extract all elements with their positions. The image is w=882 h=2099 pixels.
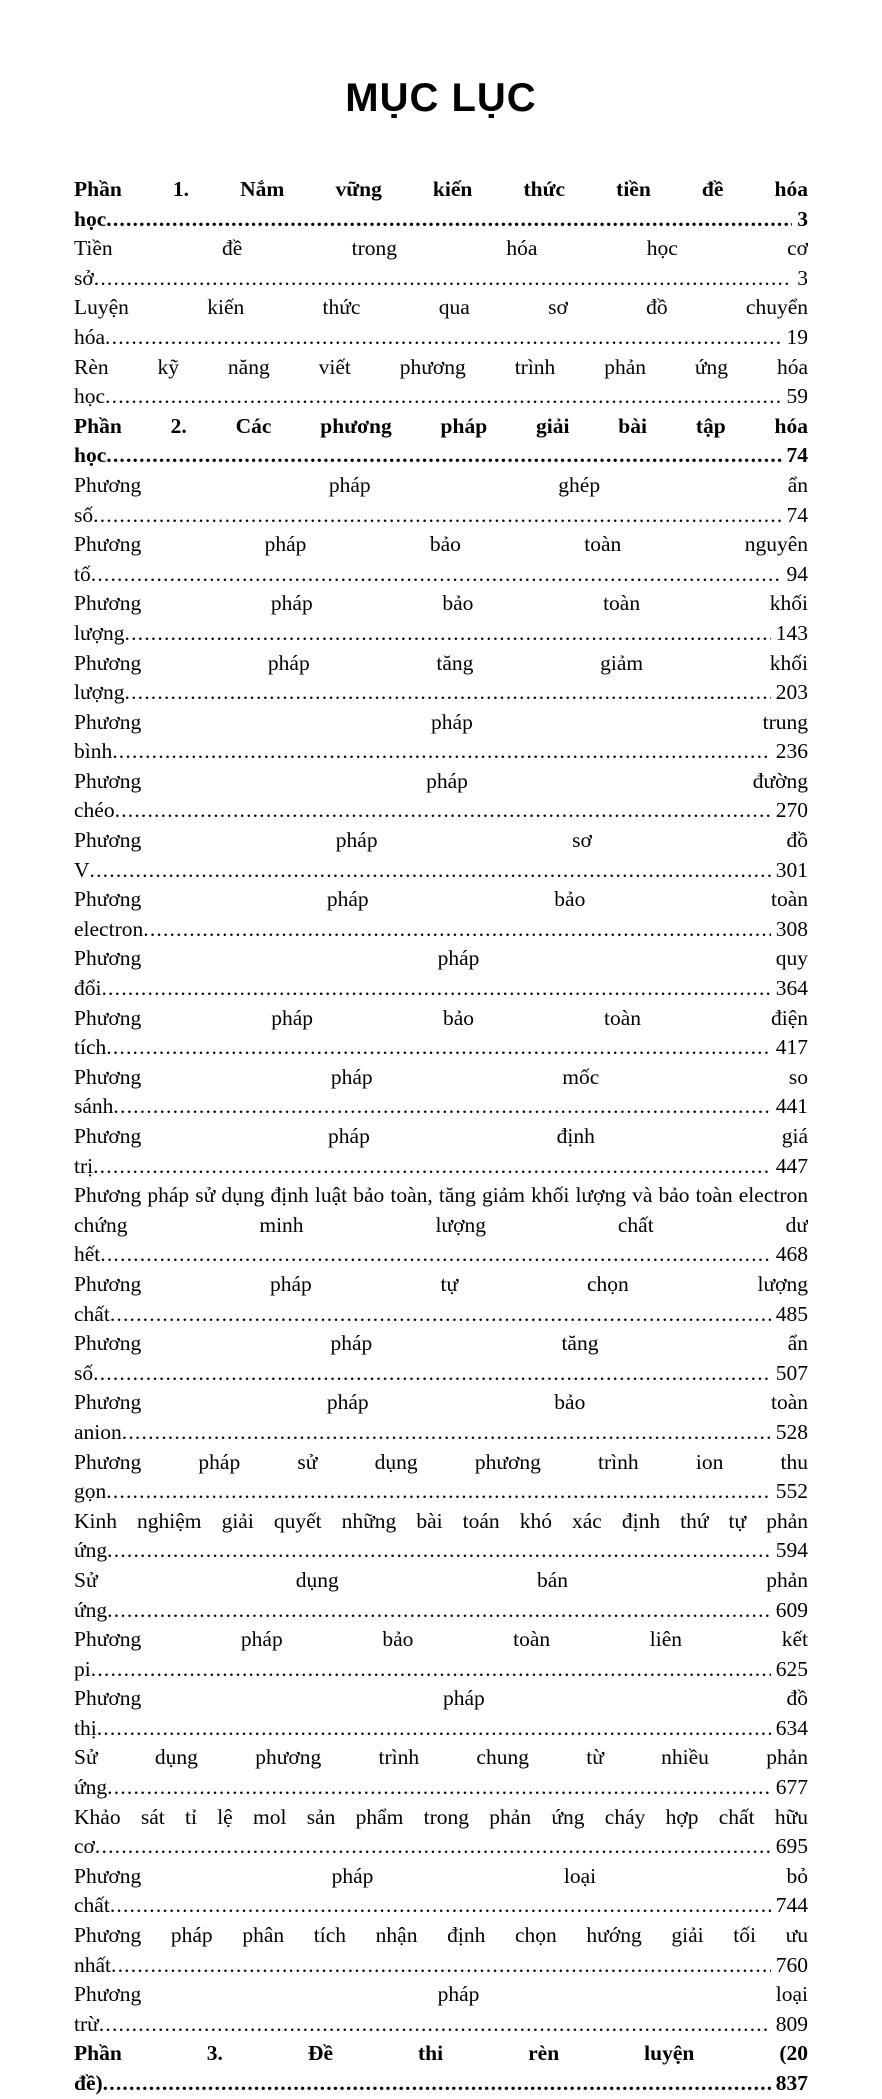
- toc-entry-label: Phương pháp đồ thị .....: [74, 1686, 808, 1740]
- toc-entry-label: Phương pháp bảo toàn nguyên tố .....: [74, 532, 808, 586]
- toc-entry-page: 447: [771, 1152, 808, 1182]
- toc-entry-page: 143: [771, 619, 808, 649]
- toc-entry: [74, 1566, 808, 1625]
- toc-entry-page: 236: [771, 737, 808, 767]
- toc-entry-page: 677: [771, 1773, 808, 1803]
- toc-entry-label: Phương pháp mốc so sánh .....: [74, 1065, 808, 1119]
- toc-entry-label: Sử dụng bán phản ứng .....: [74, 1568, 808, 1622]
- toc-entry-label: Sử dụng phương trình chung từ nhiều phản ứng .....: [74, 1745, 808, 1799]
- toc-entry-label: Phương pháp phân tích nhận định chọn hướng giải tối ưu nhất .....: [74, 1923, 808, 1977]
- toc-entry-page: 485: [771, 1300, 808, 1330]
- toc-entry: [74, 1448, 808, 1507]
- toc-entry-label: Phương pháp sử dụng phương trình ion thu gọn .....: [74, 1450, 808, 1504]
- toc-entry-label: Phương pháp ghép ẩn số .....: [74, 473, 808, 527]
- toc-entry-page: 74: [782, 501, 809, 531]
- toc-entry-label: Phương pháp bảo toàn anion .....: [74, 1390, 808, 1444]
- toc-entry: [74, 767, 808, 826]
- toc-entry-label: Tiền đề trong hóa học cơ sở .....: [74, 236, 808, 290]
- toc-entry-page: 441: [771, 1092, 808, 1122]
- toc-entry-label: Phương pháp tăng ẩn số .....: [74, 1331, 808, 1385]
- toc-entry: [74, 2039, 808, 2098]
- toc-entry: [74, 708, 808, 767]
- toc-entry: [74, 175, 808, 234]
- toc-entry: [74, 412, 808, 471]
- toc-entry-label: Phương pháp sơ đồ V .....: [74, 828, 808, 882]
- toc-entry: [74, 1803, 808, 1862]
- toc-entry: [74, 1921, 808, 1980]
- toc-entry-page: 270: [771, 796, 808, 826]
- toc-entry: [74, 1980, 808, 2039]
- toc-entry-label: Phương pháp bảo toàn liên kết pi .....: [74, 1627, 808, 1681]
- toc-entry: [74, 1270, 808, 1329]
- toc-entry: [74, 1625, 808, 1684]
- toc-entry-page: 468: [771, 1240, 808, 1270]
- toc-entry-label: Phương pháp tự chọn lượng chất .....: [74, 1272, 808, 1326]
- toc-entry: [74, 1004, 808, 1063]
- toc-entry-label: Phương pháp sử dụng định luật bảo toàn, tăng giảm khối lượng và bảo toàn electron chứng minh lượng chất dư hết .....: [74, 1183, 808, 1266]
- toc-entry-page: 74: [782, 441, 809, 471]
- toc-entry-page: 203: [771, 678, 808, 708]
- toc-entry: [74, 1743, 808, 1802]
- toc-entry-page: 417: [771, 1033, 808, 1063]
- toc-entry-label: Phương pháp loại trừ .....: [74, 1982, 808, 2036]
- toc-entry-label: Phương pháp tăng giảm khối lượng .....: [74, 651, 808, 705]
- toc-entry-page: 528: [771, 1418, 808, 1448]
- toc-entry: [74, 471, 808, 530]
- toc-entry-label: Phương pháp bảo toàn khối lượng .....: [74, 591, 808, 645]
- toc-entry: [74, 1063, 808, 1122]
- toc-entry-page: 594: [771, 1536, 808, 1566]
- page-title: MỤC LỤC: [345, 76, 537, 120]
- toc-entry: [74, 826, 808, 885]
- toc-entry: [74, 353, 808, 412]
- toc-entry: [74, 234, 808, 293]
- toc-entry-page: 301: [771, 856, 808, 886]
- toc-entry-label: Phương pháp bảo toàn điện tích .....: [74, 1006, 808, 1060]
- toc-entry: [74, 1862, 808, 1921]
- toc-entry-label: Phương pháp bảo toàn electron .....: [74, 887, 808, 941]
- toc-entry-page: 3: [792, 205, 808, 235]
- toc-entry-page: 837: [771, 2069, 808, 2099]
- toc-entry-label: Luyện kiến thức qua sơ đồ chuyển hóa .....: [74, 295, 808, 349]
- toc-entry-page: 552: [771, 1477, 808, 1507]
- toc-list: [74, 175, 808, 2099]
- toc-entry-page: 609: [771, 1596, 808, 1626]
- toc-entry-label: Phần 3. Đề thi rèn luyện (20 đề) .....: [74, 2041, 808, 2095]
- toc-entry-page: 695: [771, 1832, 808, 1862]
- toc-entry-page: 625: [771, 1655, 808, 1685]
- toc-entry-page: 507: [771, 1359, 808, 1389]
- toc-entry-page: 94: [782, 560, 809, 590]
- toc-entry: [74, 1329, 808, 1388]
- toc-entry: [74, 1181, 808, 1270]
- toc-entry: [74, 1507, 808, 1566]
- toc-entry-label: Rèn kỹ năng viết phương trình phản ứng hóa học .....: [74, 355, 808, 409]
- toc-entry-label: Phương pháp định giá trị .....: [74, 1124, 808, 1178]
- toc-entry-page: 760: [771, 1951, 808, 1981]
- toc-entry: [74, 1684, 808, 1743]
- toc-entry: [74, 1388, 808, 1447]
- toc-entry-label: Phương pháp trung bình .....: [74, 710, 808, 764]
- toc-entry: [74, 649, 808, 708]
- toc-entry: [74, 589, 808, 648]
- toc-entry-label: Khảo sát tỉ lệ mol sản phẩm trong phản ứng cháy hợp chất hữu cơ .....: [74, 1805, 808, 1859]
- toc-entry-page: 744: [771, 1891, 808, 1921]
- toc-entry-label: Phần 1. Nắm vững kiến thức tiền đề hóa học .....: [74, 177, 808, 231]
- toc-entry-page: 59: [782, 382, 809, 412]
- toc-entry-page: 809: [771, 2010, 808, 2040]
- toc-entry-page: 634: [771, 1714, 808, 1744]
- toc-entry-page: 19: [782, 323, 809, 353]
- toc-entry-label: Phương pháp quy đổi .....: [74, 946, 808, 1000]
- toc-entry-label: Phương pháp loại bỏ chất .....: [74, 1864, 808, 1918]
- toc-entry-page: 364: [771, 974, 808, 1004]
- toc-entry: [74, 885, 808, 944]
- toc-entry-label: Phần 2. Các phương pháp giải bài tập hóa học .....: [74, 414, 808, 468]
- toc-entry-page: 3: [792, 264, 808, 294]
- toc-entry: [74, 293, 808, 352]
- toc-entry-label: Kinh nghiệm giải quyết những bài toán khó xác định thứ tự phản ứng .....: [74, 1509, 808, 1563]
- toc-entry-label: Phương pháp đường chéo .....: [74, 769, 808, 823]
- toc-entry-page: 308: [771, 915, 808, 945]
- toc-entry: [74, 530, 808, 589]
- toc-entry: [74, 944, 808, 1003]
- toc-entry: [74, 1122, 808, 1181]
